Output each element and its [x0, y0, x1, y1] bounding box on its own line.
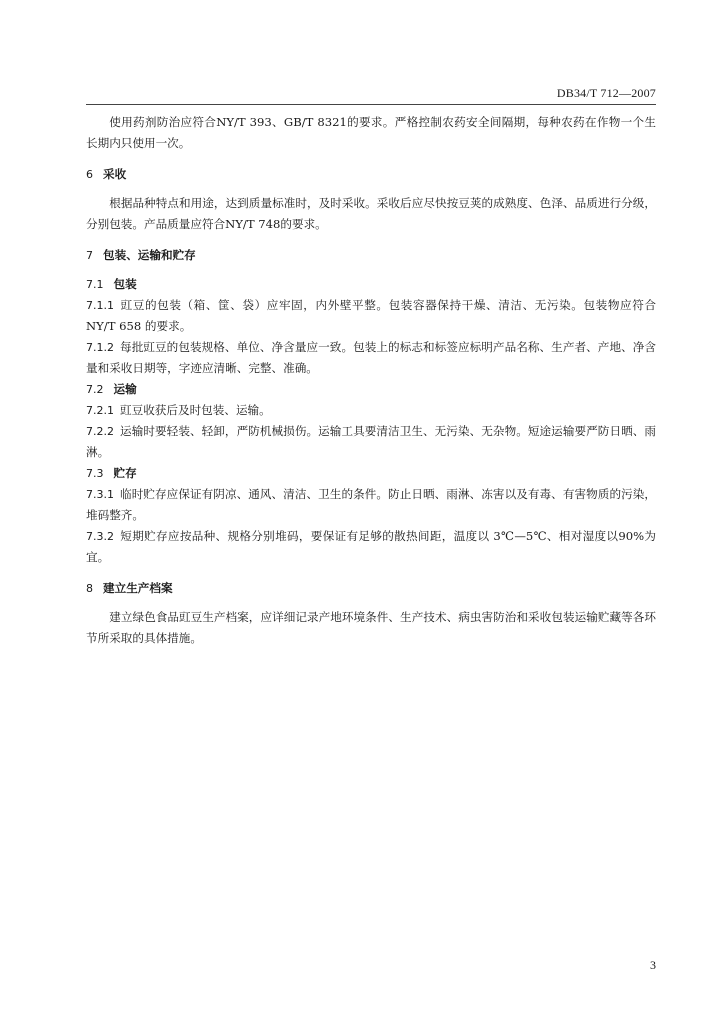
- clause-7-2-1-number: 7.2.1: [86, 404, 114, 417]
- section-7-1-number: 7.1: [86, 278, 104, 291]
- clause-7-2-2-number: 7.2.2: [86, 425, 114, 438]
- clause-7-3-1-number: 7.3.1: [86, 488, 114, 501]
- clause-7-2-1-text: 豇豆收获后及时包装、运输。: [120, 403, 271, 417]
- section-7-1-heading: [86, 274, 656, 295]
- standard-code: DB34/T 712—2007: [556, 86, 656, 100]
- clause-7-3-1: [86, 484, 656, 526]
- section-7-1-title: 包装: [113, 277, 137, 291]
- clause-7-1-2-number: 7.1.2: [86, 341, 114, 354]
- clause-7-1-2-text: 每批豇豆的包装规格、单位、净含量应一致。包装上的标志和标签应标明产品名称、生产者、产地、净含量和采收日期等，字迹应清晰、完整、准确。: [86, 340, 656, 375]
- clause-7-2-1: [86, 400, 656, 421]
- section-8-paragraph: 建立绿色食品豇豆生产档案，应详细记录产地环境条件、生产技术、病虫害防治和采收包装运输贮藏等各环节所采取的具体措施。: [86, 610, 656, 645]
- section-8-number: 8: [86, 582, 93, 595]
- clause-7-3-1-text: 临时贮存应保证有阴凉、通风、清洁、卫生的条件。防止日晒、雨淋、冻害以及有毒、有害物质的污染，堆码整齐。: [86, 487, 656, 522]
- page-number: 3: [650, 958, 656, 972]
- section-7-title: 包装、运输和贮存: [103, 248, 196, 262]
- clause-7-3-2-number: 7.3.2: [86, 530, 114, 543]
- intro-paragraph: 使用药剂防治应符合NY/T 393、GB/T 8321的要求。严格控制农药安全间隔期，每种农药在作物一个生长期内只使用一次。: [86, 115, 656, 150]
- section-8-heading: [86, 578, 656, 599]
- page-content: [86, 112, 656, 649]
- clause-7-1-1-number: 7.1.1: [86, 299, 114, 312]
- section-8-title: 建立生产档案: [103, 581, 173, 595]
- section-7-2-title: 运输: [113, 382, 137, 396]
- clause-7-1-2: [86, 337, 656, 379]
- clause-7-2-2-text: 运输时要轻装、轻卸，严防机械损伤。运输工具要清洁卫生、无污染、无杂物。短途运输要严防日晒、雨淋。: [86, 424, 656, 459]
- section-7-2-number: 7.2: [86, 383, 104, 396]
- header-rule: [86, 104, 656, 105]
- section-6-title: 采收: [103, 167, 127, 181]
- section-7-3-number: 7.3: [86, 467, 104, 480]
- clause-7-1-1: [86, 295, 656, 337]
- section-7-number: 7: [86, 249, 93, 262]
- section-7-heading: [86, 245, 656, 266]
- clause-7-1-1-text: 豇豆的包装（箱、筐、袋）应牢固，内外壁平整。包装容器保持干燥、清洁、无污染。包装物应符合 NY/T 658 的要求。: [86, 298, 656, 333]
- section-6-paragraph: 根据品种特点和用途，达到质量标准时，及时采收。采收后应尽快按豆荚的成熟度、色泽、品质进行分级，分别包装。产品质量应符合NY/T 748的要求。: [86, 196, 656, 231]
- section-7-2-heading: [86, 379, 656, 400]
- section-7-3-title: 贮存: [113, 466, 137, 480]
- clause-7-2-2: [86, 421, 656, 463]
- clause-7-3-2: [86, 526, 656, 568]
- section-6-number: 6: [86, 168, 93, 181]
- section-7-3-heading: [86, 463, 656, 484]
- clause-7-3-2-text: 短期贮存应按品种、规格分别堆码，要保证有足够的散热间距，温度以 3℃—5℃、相对湿度以90%为宜。: [86, 529, 656, 564]
- section-6-heading: [86, 164, 656, 185]
